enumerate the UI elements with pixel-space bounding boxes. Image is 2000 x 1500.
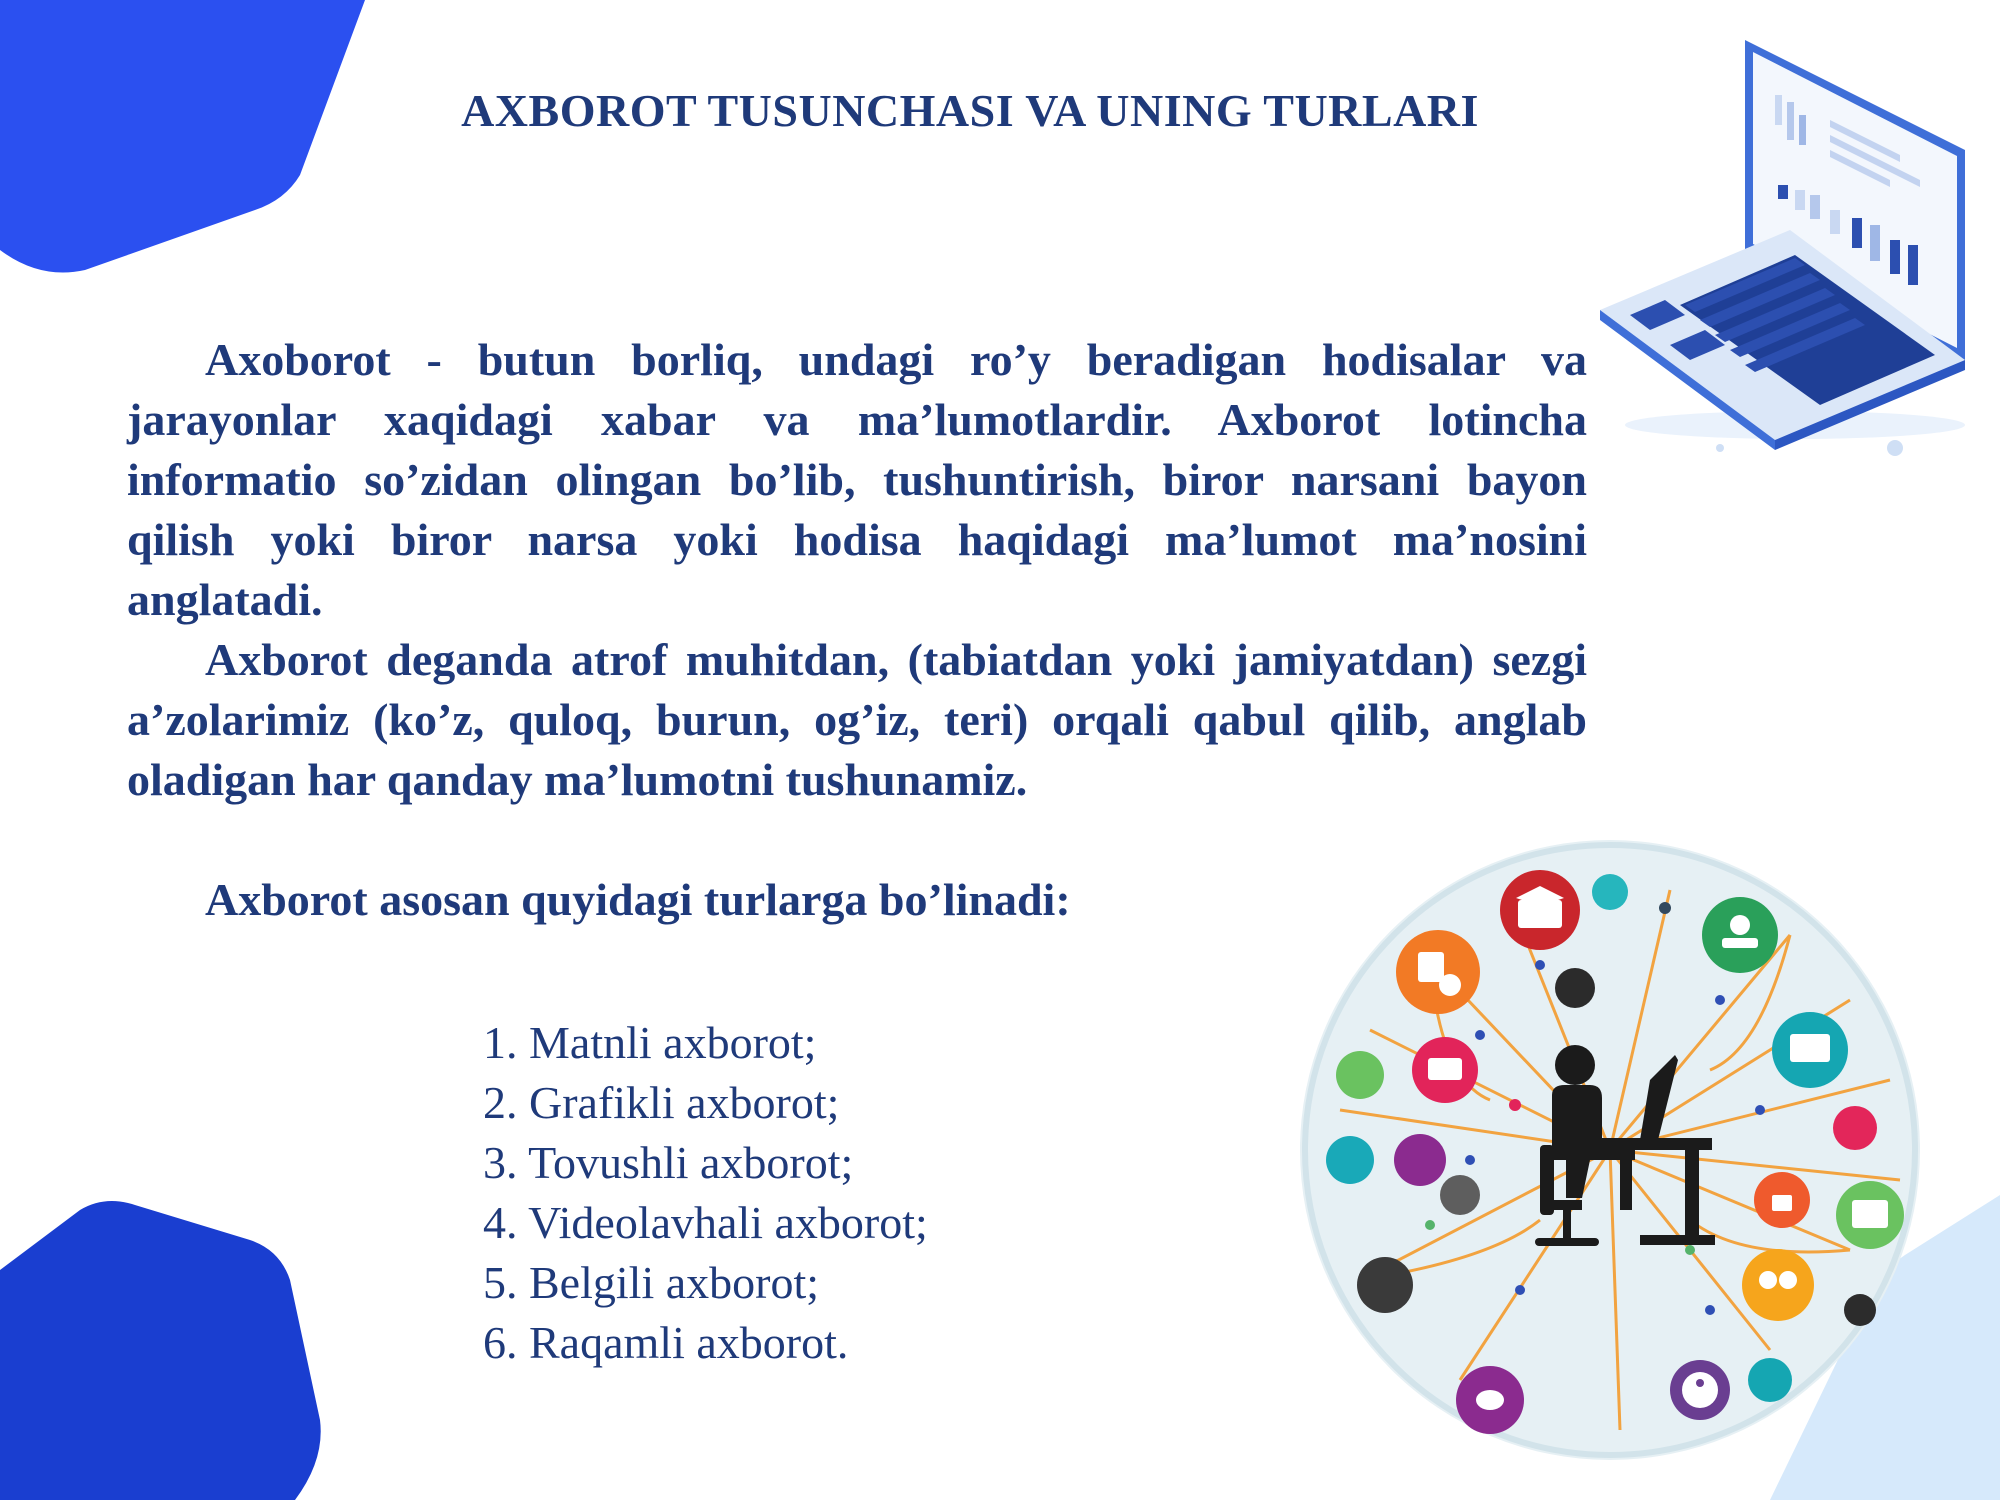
bottom-left-blue-shape	[0, 1201, 321, 1500]
paragraph-definition: Axoborot - butun borliq, undagi ro’y beradigan hodisalar va jarayonlar xaqidagi xabar va ma’lumotlardir. Axborot lotincha informatio so’zidan olingan bo’lib, tushuntirish, biror narsani bayon qilish yoki biror narsa yoki hodisa haqidagi ma’lumot ma’nosini anglatadi.	[127, 334, 1587, 625]
list-item: 6. Raqamli axborot.	[483, 1317, 849, 1368]
list-item: 5. Belgili axborot;	[483, 1257, 820, 1308]
page-title: AXBOROT TUSUNCHASI VA UNING TURLARI	[461, 85, 1479, 136]
types-heading: Axborot asosan quyidagi turlarga bo’linadi:	[205, 874, 1071, 925]
laptop-icon	[1590, 30, 1980, 460]
list-item: 4. Videolavhali axborot;	[483, 1197, 928, 1248]
types-list	[483, 1013, 928, 1373]
body-text	[127, 330, 1587, 810]
list-item: 1. Matnli axborot;	[483, 1017, 817, 1068]
top-left-blue-shape	[0, 0, 365, 273]
list-item: 2. Grafikli axborot;	[483, 1077, 840, 1128]
list-item: 3. Tovushli axborot;	[483, 1137, 854, 1188]
paragraph-perception: Axborot deganda atrof muhitdan, (tabiatdan yoki jamiyatdan) sezgi a’zolarimiz (ko’z, quloq, burun, og’iz, teri) orqali qabul qilib, anglab oladigan har qanday ma’lumotni tushunamiz.	[127, 634, 1587, 805]
network-person-icon	[1290, 840, 1930, 1460]
